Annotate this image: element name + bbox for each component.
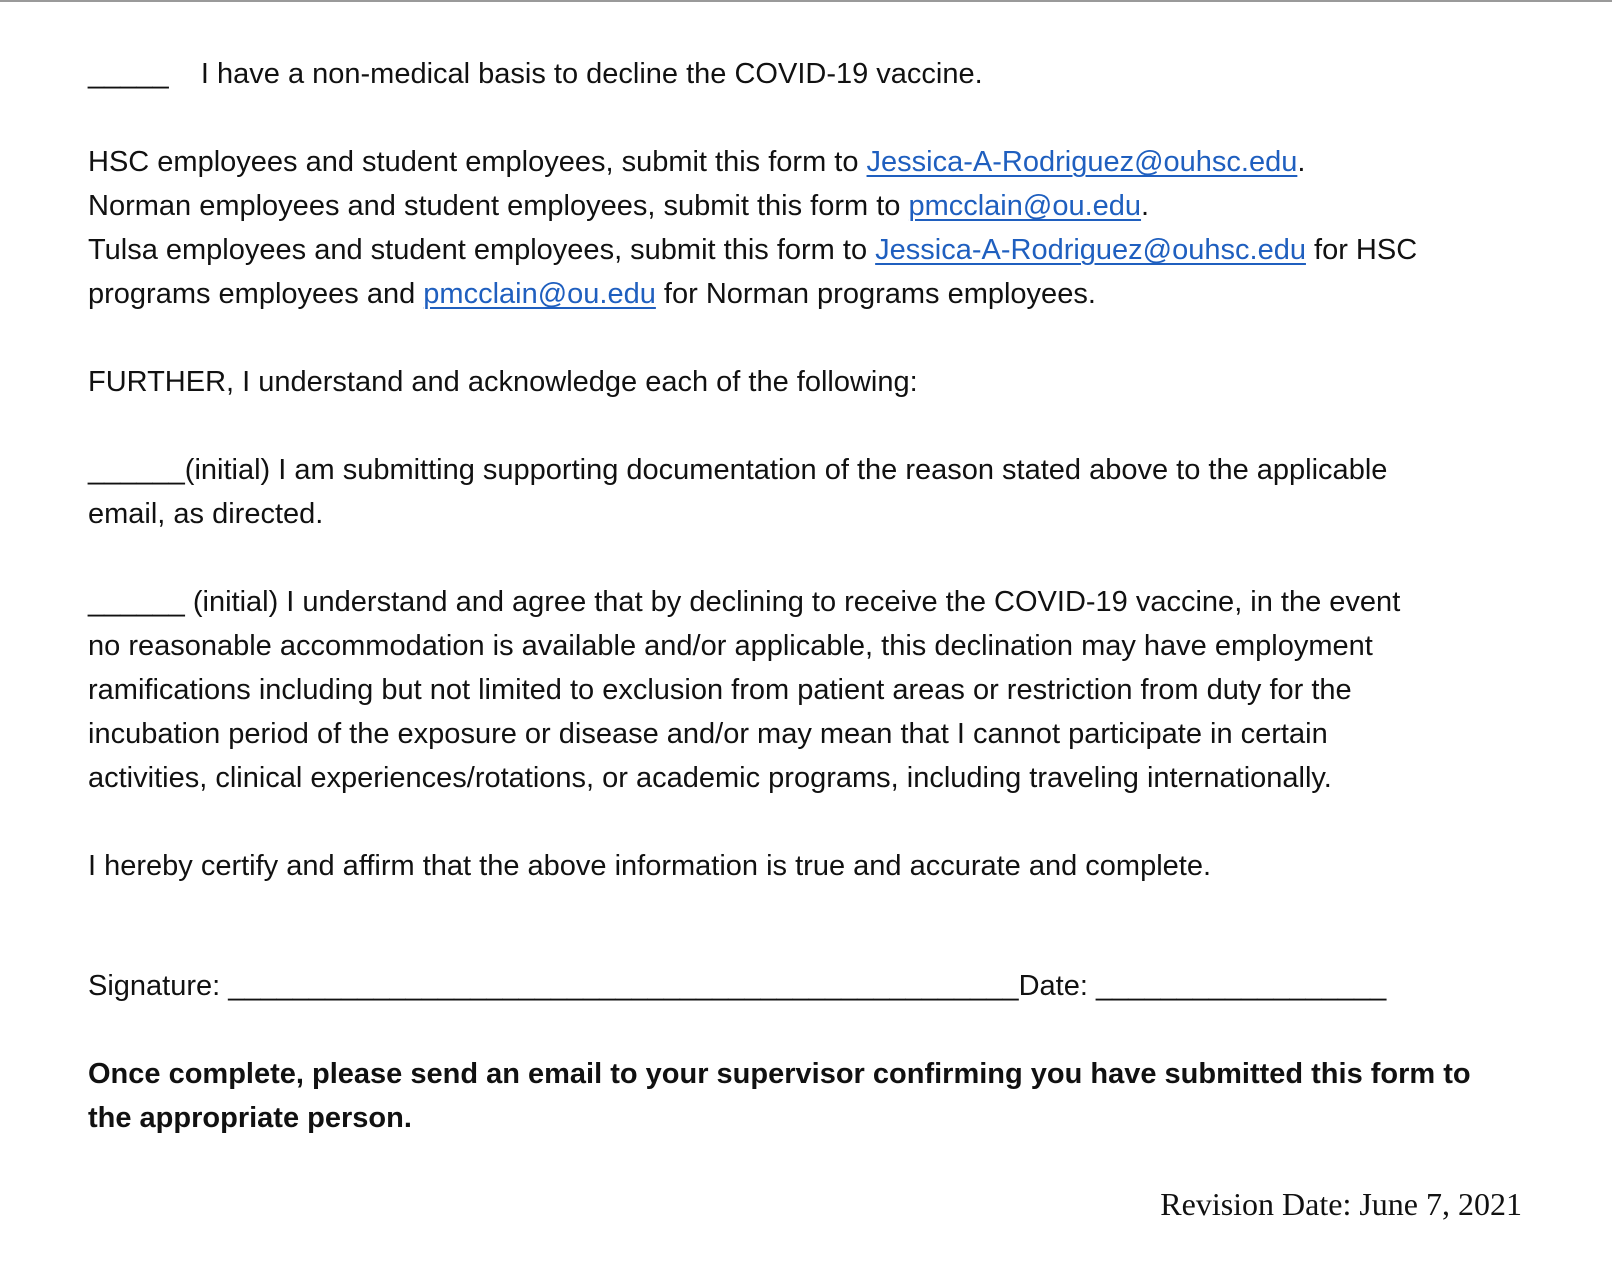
tulsa-submission-text: Tulsa employees and student employees, submit this form to <box>88 234 876 266</box>
tulsa-programs-text: programs employees and <box>88 278 424 310</box>
tulsa-norman-text: for Norman programs employees. <box>655 278 1096 310</box>
nonmedical-line <box>88 52 1528 96</box>
initial2-line2: no reasonable accommodation is available and/or applicable, this declination may have employment <box>88 630 1373 662</box>
initial1-blank[interactable]: ______ <box>88 454 185 486</box>
initial2-blank[interactable]: ______ <box>88 586 185 618</box>
date-label: Date: <box>1018 970 1096 1002</box>
top-border <box>0 0 1612 2</box>
tulsa-submission-line <box>88 228 1528 272</box>
signature-label: Signature: <box>88 970 229 1002</box>
hsc-submission-line <box>88 140 1528 184</box>
initial1-text: (initial) I am submitting supporting documentation of the reason stated above to the applicable <box>184 454 1388 486</box>
initial2-line1 <box>88 580 1528 624</box>
tulsa-norman-email-link[interactable]: pmcclain@ou.edu <box>423 278 656 310</box>
submission-instructions <box>88 140 1528 316</box>
norman-email-link[interactable]: pmcclain@ou.edu <box>908 190 1142 222</box>
initial2-line4: incubation period of the exposure or disease and/or may mean that I cannot participate in certain <box>88 718 1328 750</box>
revision-date: Revision Date: June 7, 2021 <box>1160 1186 1522 1222</box>
nonmedical-text: I have a non-medical basis to decline the COVID-19 vaccine. <box>200 58 983 90</box>
hsc-period: . <box>1297 146 1306 178</box>
tulsa-submission-line-2 <box>88 272 1528 316</box>
initial2-line5: activities, clinical experiences/rotations, or academic programs, including traveling internationally. <box>88 762 1332 794</box>
norman-submission-line <box>88 184 1528 228</box>
completion-note-line1: Once complete, please send an email to your supervisor confirming you have submitted this form to <box>88 1058 1471 1090</box>
initial1-line2: email, as directed. <box>88 498 324 530</box>
document-body <box>88 52 1528 888</box>
signature-field[interactable]: _________________________________________________ <box>228 970 1019 1002</box>
date-field[interactable]: __________________ <box>1095 970 1387 1002</box>
norman-submission-text: Norman employees and student employees, submit this form to <box>88 190 909 222</box>
hsc-submission-text: HSC employees and student employees, submit this form to <box>88 146 867 178</box>
completion-note-line2: the appropriate person. <box>88 1102 412 1134</box>
tulsa-hsc-email-link[interactable]: Jessica-A-Rodriguez@ouhsc.edu <box>875 234 1306 266</box>
completion-note <box>88 1052 1528 1140</box>
signature-row <box>88 964 1528 1008</box>
nonmedical-initial-blank[interactable]: _____ <box>88 58 169 90</box>
tulsa-hsc-text: for HSC <box>1305 234 1418 266</box>
initial2-line3: ramifications including but not limited to exclusion from patient areas or restriction from duty for the <box>88 674 1352 706</box>
initial2-text: (initial) I understand and agree that by declining to receive the COVID-19 vaccine, in the event <box>184 586 1401 618</box>
further-heading: FURTHER, I understand and acknowledge each of the following: <box>88 366 918 398</box>
norman-period: . <box>1141 190 1150 222</box>
initial-acknowledgement-2 <box>88 580 1528 800</box>
initial1-line1 <box>88 448 1528 492</box>
initial-acknowledgement-1 <box>88 448 1528 536</box>
hsc-email-link[interactable]: Jessica-A-Rodriguez@ouhsc.edu <box>866 146 1298 178</box>
certify-statement: I hereby certify and affirm that the above information is true and accurate and complete. <box>88 850 1212 882</box>
